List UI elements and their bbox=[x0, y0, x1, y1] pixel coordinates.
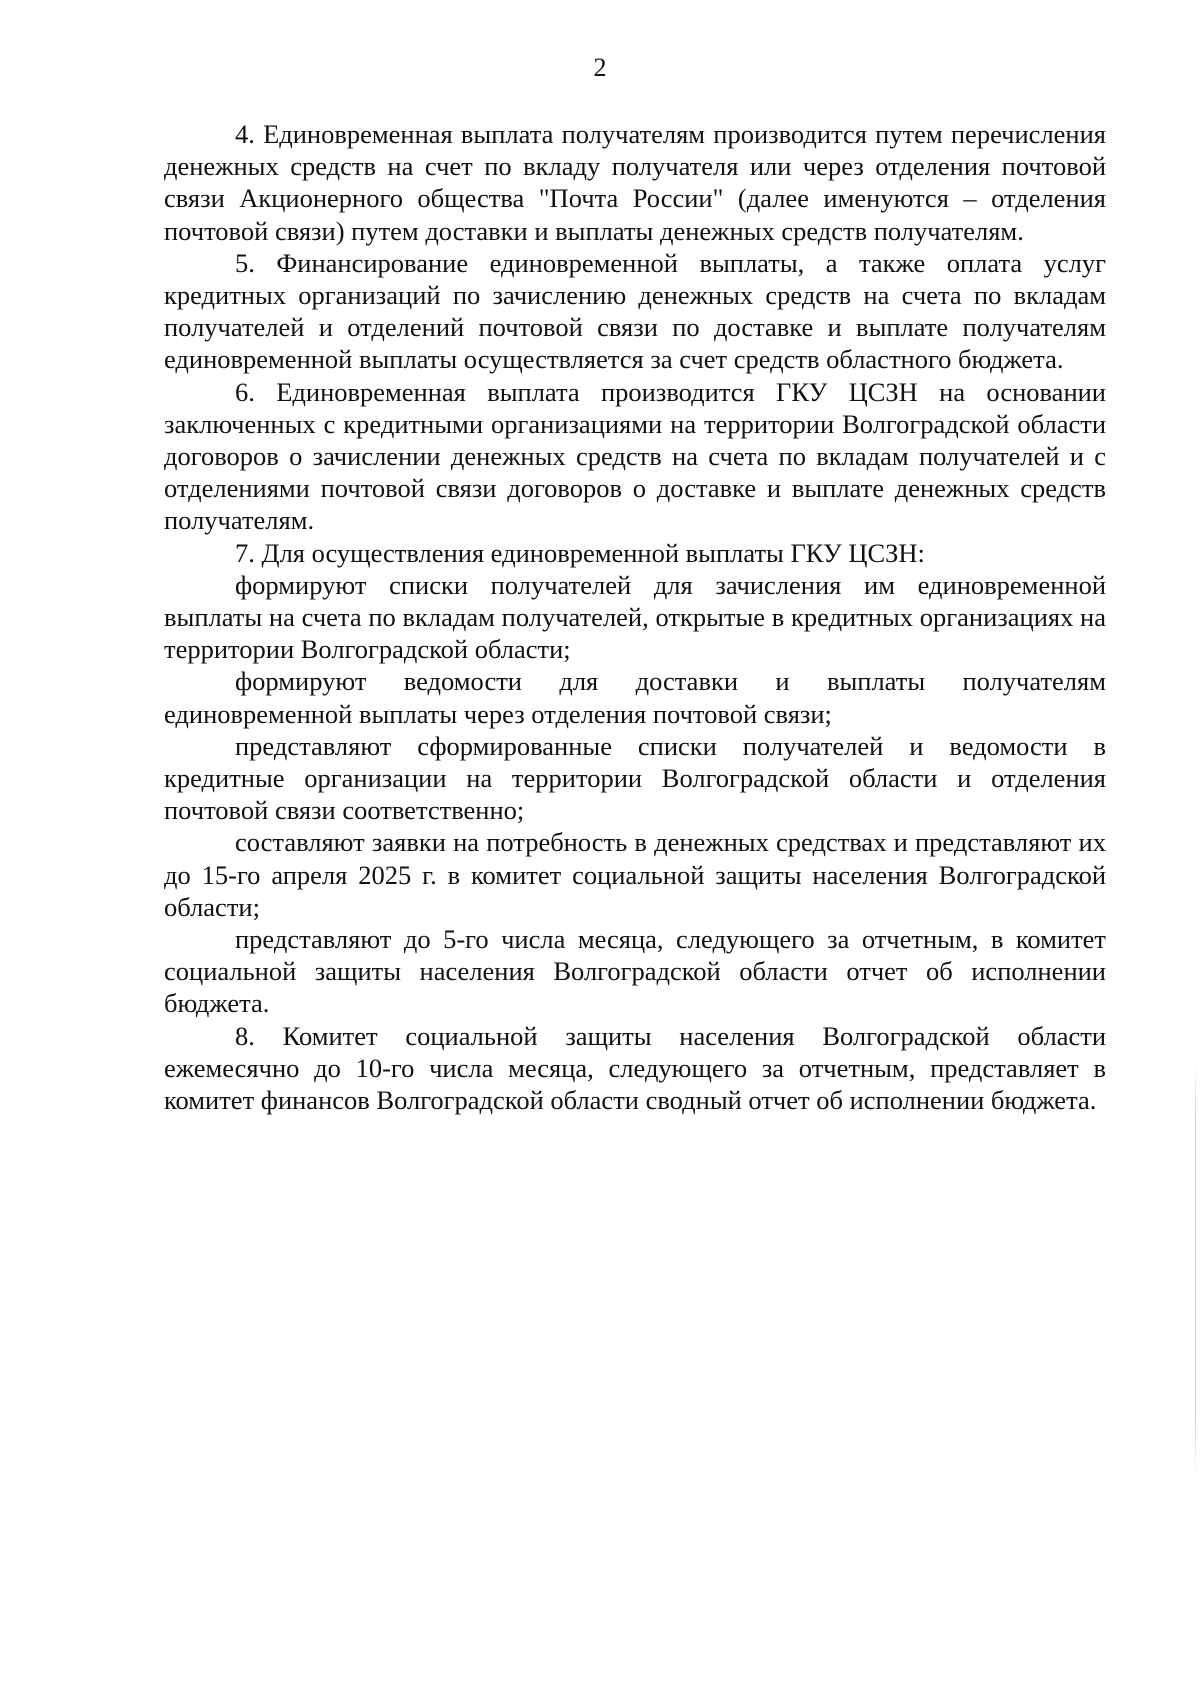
document-body bbox=[164, 118, 1106, 1116]
paragraph-item-7-sub-4: составляют заявки на потребность в денежных средствах и представляют их до 15-го апреля 2025 г. в комитет социальной защиты населения Волгоградской области; bbox=[164, 827, 1106, 922]
paragraph-item-7-sub-1: формируют списки получателей для зачисления им единовременной выплаты на счета по вкладам получателей, открытые в кредитных организациях на территории Волгоградской области; bbox=[164, 569, 1106, 665]
paragraph-item-6: 6. Единовременная выплата производится ГКУ ЦСЗН на основании заключенных с кредитными организациями на территории Волгоградской области договоров о зачислении денежных средств на счета по вкладам получателей и с отделениями почтовой связи договоров о доставке и выплате денежных средств получателям. bbox=[164, 376, 1106, 536]
paragraph-item-5: 5. Финансирование единовременной выплаты, а также оплата услуг кредитных организаций по зачислению денежных средств на счета по вкладам получателей и отделений почтовой связи по доставке и выплате получателям единовременной выплаты осуществляется за счет средств областного бюджета. bbox=[164, 247, 1106, 375]
paragraph-item-7: 7. Для осуществления единовременной выплаты ГКУ ЦСЗН: bbox=[235, 537, 925, 568]
page-number: 2 bbox=[593, 53, 607, 82]
paragraph-item-7-sub-5: представляют до 5-го числа месяца, следующего за отчетным, в комитет социальной защиты населения Волгоградской области отчет об исполнении бюджета. bbox=[164, 924, 1106, 1019]
paragraph-item-7-sub-3: представляют сформированные списки получателей и ведомости в кредитные организации на территории Волгоградской области и отделения почтовой связи соответственно; bbox=[164, 730, 1106, 826]
paragraph-item-7-sub-2: формируют ведомости для доставки и выплаты получателям единовременной выплаты через отделения почтовой связи; bbox=[164, 666, 1106, 729]
paragraph-item-8: 8. Комитет социальной защиты населения Волгоградской области ежемесячно до 10-го числа месяца, следующего за отчетным, представляет в комитет финансов Волгоградской области сводный отчет об исполнении бюджета. bbox=[164, 1020, 1106, 1116]
scan-edge-line bbox=[1195, 1060, 1196, 1480]
paragraph-item-4: 4. Единовременная выплата получателям производится путем перечисления денежных средств на счет по вкладу получателя или через отделения почтовой связи Акционерного общества "Почта России" (далее именуются – отделения почтовой связи) путем доставки и выплаты денежных средств получателям. bbox=[164, 119, 1106, 246]
